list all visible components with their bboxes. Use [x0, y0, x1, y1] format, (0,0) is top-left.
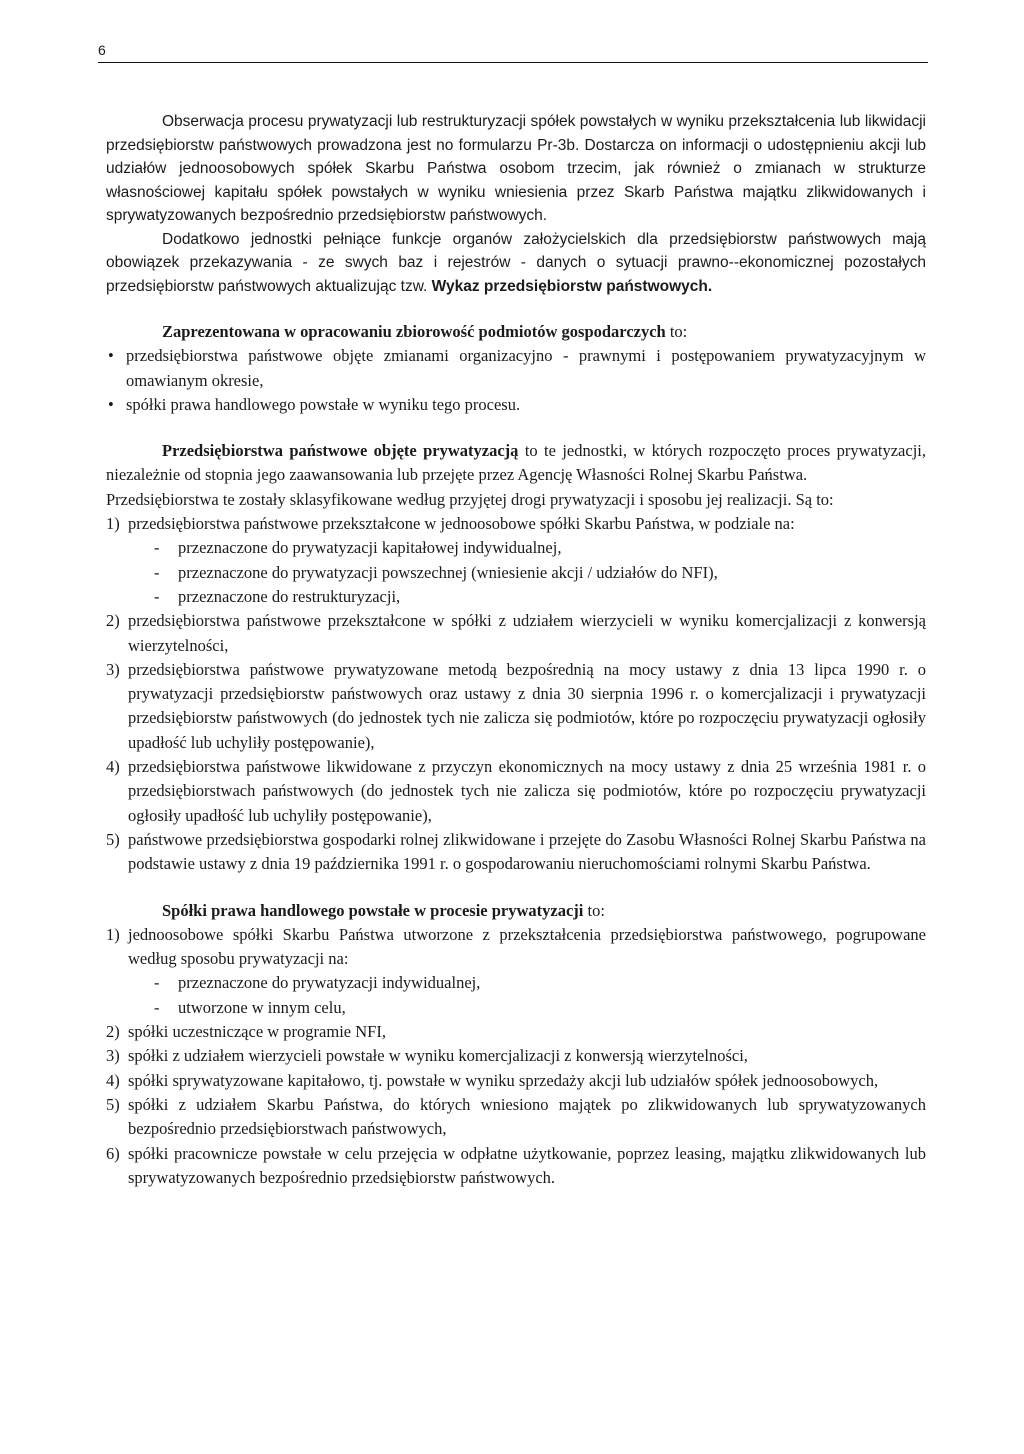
- intro-paragraph-1: Obserwacja procesu prywatyzacji lub restrukturyzacji spółek powstałych w wyniku przekształcenia lub likwidacji przedsiębiorstw państwowych prowadzona jest no formularzu Pr-3b. Dostarcza on informacji o udostępnieniu akcji lub udziałów jednoosobowych spółek Skarbu Państwa osobom trzecim, jak również o zmianach w strukturze własnościowej kapitału spółek powstałych w wyniku wniesienia przez Skarb Państwa majątku zlikwidowanych i sprywatyzowanych bezpośrednio przedsiębiorstw państwowych.: [106, 113, 926, 224]
- list-number: 5): [106, 829, 120, 849]
- intro-paragraph-2-text: Dodatkowo jednostki pełniące funkcje organów założycielskich dla przedsiębiorstw państwowych mają obowiązek przekazywania - ze swych baz i rejestrów - danych o sytuacji prawno--ekonomicznej pozostałych przedsiębiorstw państwowych aktualizując tzw.: [106, 230, 926, 295]
- enterprises-lead-rest: to te jednostki, w których rozpoczęto proces prywatyzacji, niezależnie od stopnia jego zaawansowania lub przejęte przez Agencję Własności Rolnej Skarbu Państwa.: [106, 441, 927, 485]
- list-text: spółki uczestniczące w programie NFI,: [128, 1022, 386, 1042]
- scope-lead-rest: to:: [665, 322, 688, 341]
- bullet-item: • przedsiębiorstwa państwowe objęte zmianami organizacyjno - prawnymi i postępowaniem prywatyzacyjnym w omawianym okresie,: [106, 344, 926, 393]
- companies-lead-bold: Spółki prawa handlowego powstałe w procesie prywatyzacji: [162, 900, 584, 920]
- list-text: spółki sprywatyzowane kapitałowo, tj. powstałe w wyniku sprzedaży akcji lub udziałów spółek jednoosobowych,: [128, 1070, 879, 1090]
- sub-list: [128, 536, 926, 609]
- intro-paragraph-2-bold: Wykaz przedsiębiorstw państwowych.: [431, 277, 713, 295]
- list-number: 2): [106, 611, 120, 631]
- scope-lead-bold: Zaprezentowana w opracowaniu zbiorowość podmiotów gospodarczych: [162, 322, 666, 341]
- list-item: [106, 1044, 926, 1068]
- companies-lead-rest: to:: [583, 900, 605, 920]
- list-item: [106, 1020, 926, 1044]
- list-text: przedsiębiorstwa państwowe przekształcone w spółki z udziałem wierzycieli w wyniku komercjalizacji z konwersją wierzytelności,: [128, 611, 926, 655]
- list-item: [106, 512, 926, 609]
- sub-list-item: - przeznaczone do restrukturyzacji,: [150, 585, 926, 609]
- list-item: [106, 923, 926, 1020]
- list-item: [106, 755, 926, 828]
- list-number: 3): [106, 659, 120, 679]
- sub-list-item: - przeznaczone do prywatyzacji powszechnej (wniesienie akcji / udziałów do NFI),: [150, 561, 926, 585]
- list-number: 1): [106, 514, 120, 534]
- scope-bullet-list: [106, 344, 926, 417]
- list-item: [106, 1093, 926, 1142]
- list-number: 5): [106, 1094, 120, 1114]
- enterprises-lead: [106, 439, 926, 488]
- sub-list-item: - przeznaczone do prywatyzacji kapitałowej indywidualnej,: [150, 536, 926, 560]
- list-text: spółki pracownicze powstałe w celu przejęcia w odpłatne użytkowanie, poprzez leasing, majątku zlikwidowanych lub sprywatyzowanych bezpośrednio przedsiębiorstw państwowych.: [128, 1143, 926, 1187]
- enterprises-list: [106, 512, 926, 876]
- companies-lead: [106, 899, 926, 923]
- list-text: spółki z udziałem wierzycieli powstałe w wyniku komercjalizacji z konwersją wierzytelności,: [128, 1046, 748, 1066]
- page-content: [106, 110, 926, 1190]
- intro-paragraph-2: [106, 228, 926, 299]
- list-item: [106, 658, 926, 755]
- bullet-item: • spółki prawa handlowego powstałe w wyniku tego procesu.: [106, 393, 926, 417]
- list-number: 1): [106, 924, 120, 944]
- sub-list-item: - przeznaczone do prywatyzacji indywidualnej,: [150, 971, 926, 995]
- list-text: przedsiębiorstwa państwowe prywatyzowane metodą bezpośrednią na mocy ustawy z dnia 13 lipca 1990 r. o prywatyzacji przedsiębiorstw państwowych oraz ustawy z dnia 30 sierpnia 1996 r. o komercjalizacji i prywatyzacji przedsiębiorstw państwowych (do jednostek tych nie zalicza się podmiotów, które po rozpoczęciu prywatyzacji ogłosiły upadłość lub uchyliły postępowanie),: [128, 659, 926, 752]
- list-number: 4): [106, 757, 120, 777]
- list-number: 3): [106, 1046, 120, 1066]
- list-item: [106, 609, 926, 658]
- list-item: [106, 828, 926, 877]
- page-header: [98, 22, 928, 63]
- list-text: spółki z udziałem Skarbu Państwa, do których wniesiono majątek po zlikwidowanych lub sprywatyzowanych bezpośrednio przedsiębiorstwach państwowych,: [128, 1094, 926, 1139]
- list-number: 6): [106, 1143, 120, 1163]
- page-number: 6: [98, 42, 106, 58]
- list-text: państwowe przedsiębiorstwa gospodarki rolnej zlikwidowane i przejęte do Zasobu Własności Rolnej Skarbu Państwa na podstawie ustawy z dnia 19 października 1991 r. o gospodarowaniu nieruchomościami rolnymi Skarbu Państwa.: [128, 829, 926, 874]
- sub-list-item: - utworzone w innym celu,: [150, 996, 926, 1020]
- list-item: [106, 1142, 926, 1191]
- list-text: jednoosobowe spółki Skarbu Państwa utworzone z przekształcenia przedsiębiorstwa państwowego, pogrupowane według sposobu prywatyzacji na:: [128, 924, 926, 969]
- scope-lead: [106, 320, 926, 344]
- companies-list: [106, 923, 926, 1190]
- list-text: przedsiębiorstwa państwowe likwidowane z przyczyn ekonomicznych na mocy ustawy z dnia 25 września 1981 r. o przedsiębiorstwach państwowych (do jednostek tych nie zalicza się podmiotów, które po rozpoczęciu prywatyzacji ogłosiły upadłość lub uchyliły postępowanie),: [128, 757, 926, 825]
- sub-list: [128, 971, 926, 1020]
- list-number: 2): [106, 1022, 120, 1042]
- list-item: [106, 1069, 926, 1093]
- enterprises-lead-bold: Przedsiębiorstwa państwowe objęte prywatyzacją: [162, 441, 519, 461]
- list-number: 4): [106, 1070, 120, 1090]
- list-text: przedsiębiorstwa państwowe przekształcone w jednoosobowe spółki Skarbu Państwa, w podziale na:: [128, 514, 795, 534]
- enterprises-paragraph-2: Przedsiębiorstwa te zostały sklasyfikowane według przyjętej drogi prywatyzacji i sposobu jej realizacji. Są to:: [106, 489, 834, 509]
